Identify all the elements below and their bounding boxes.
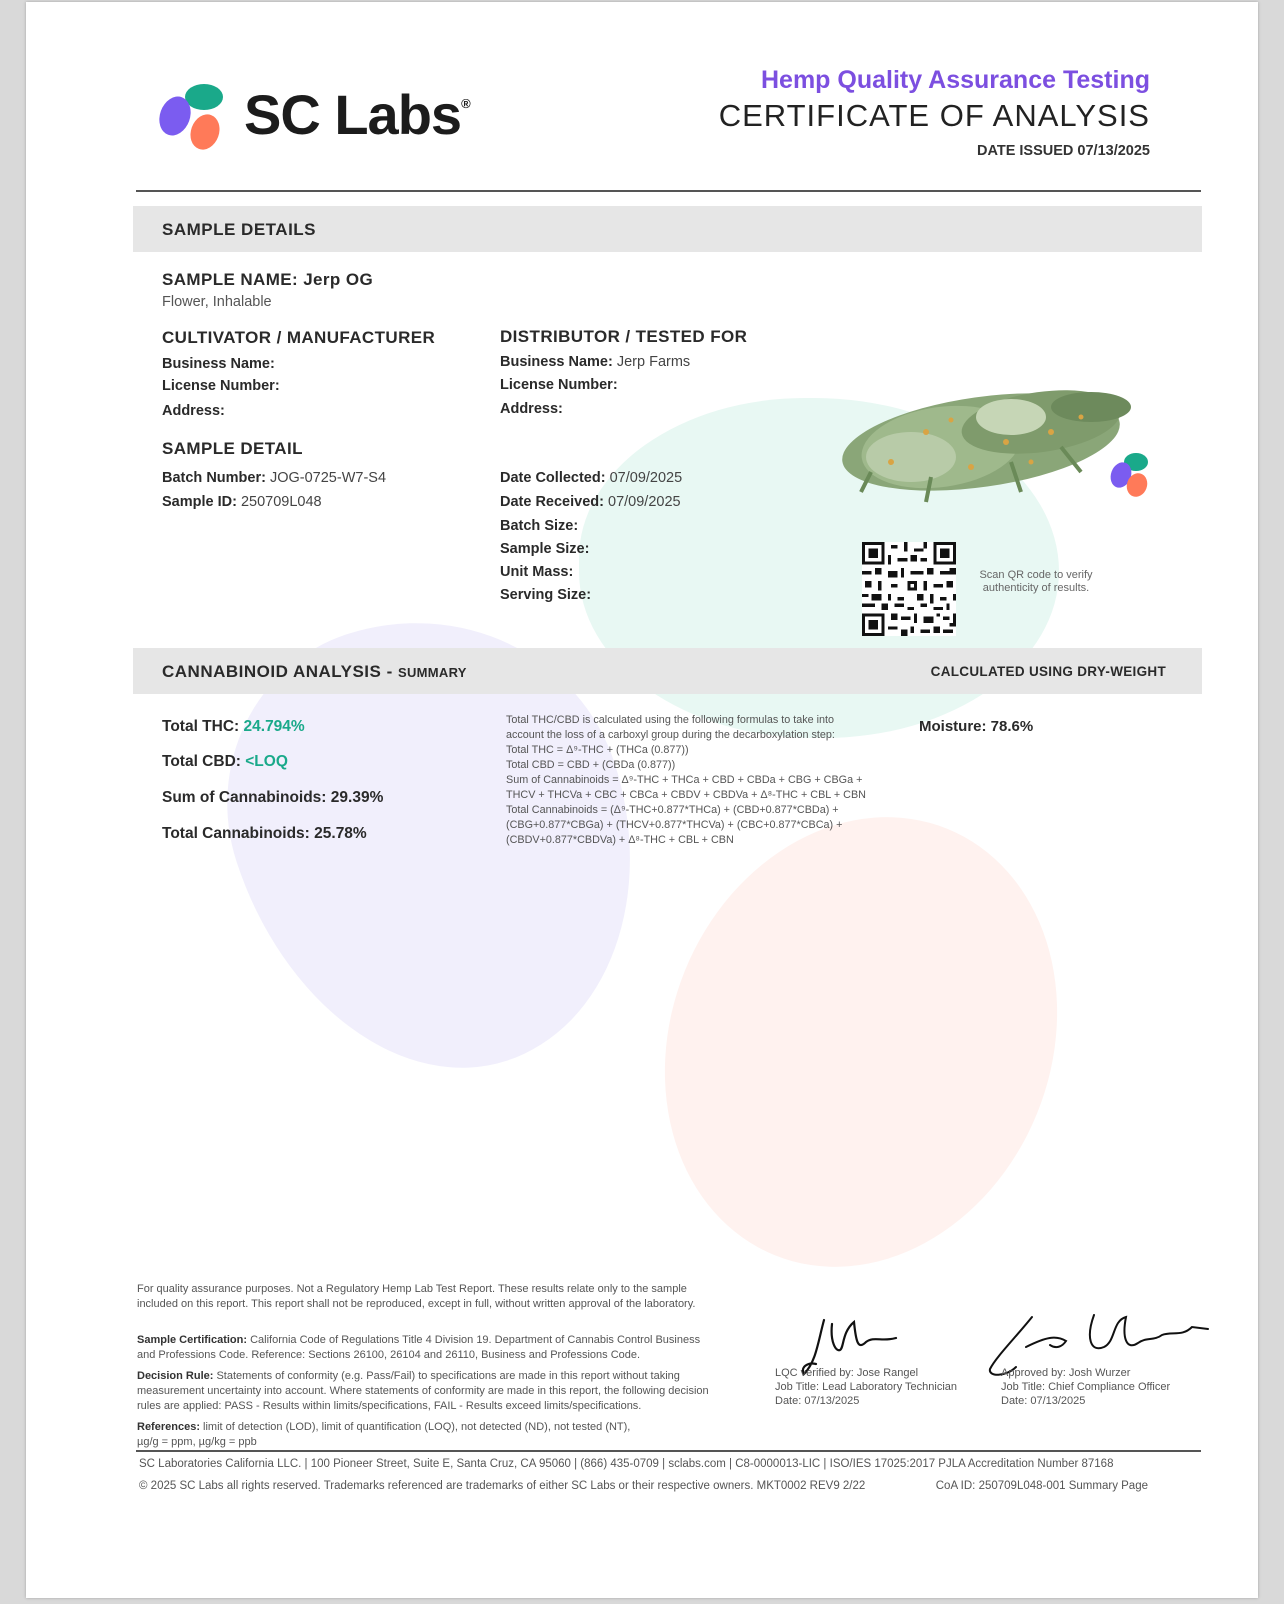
formula-line: Total CBD = CBD + (CBDa (0.877))	[506, 759, 676, 771]
sample-photo	[831, 362, 1161, 514]
footer-copyright: © 2025 SC Labs all rights reserved. Trademarks referenced are trademarks of either SC Labs or their respective owners. MKT0002 REV9 2/22	[139, 1480, 866, 1492]
date-issued: DATE ISSUED 07/13/2025	[976, 143, 1150, 159]
sum-of-cannabinoids: Sum of Cannabinoids: 29.39%	[162, 789, 384, 806]
qr-code[interactable]	[862, 542, 956, 636]
disclaimer-certification: Sample Certification: California Code of Regulations Title 4 Division 19. Department of Cannabis Control Business and Professions Code. Reference: Sections 26100, 26104 and 26110, Business and Professions Code.	[137, 1334, 701, 1361]
signer-title: Job Title: Chief Compliance Officer	[1001, 1381, 1171, 1393]
sample-name: SAMPLE NAME: Jerp OG	[162, 270, 374, 289]
total-thc: Total THC: 24.794%	[162, 718, 305, 735]
cultivator-address: Address:	[162, 403, 225, 419]
formula-line: account the loss of a carboxyl group during the decarboxylation step:	[506, 729, 835, 741]
formula-line: (CBG+0.877*CBGa) + (THCV+0.877*THCVa) + (CBC+0.877*CBCa) +	[506, 819, 843, 831]
header-divider	[136, 190, 1201, 192]
cultivator-business-name: Business Name:	[162, 356, 275, 372]
sc-labs-logo-icon	[159, 82, 229, 154]
cannabinoid-analysis-bar	[133, 648, 1202, 694]
batch-size: Batch Size:	[500, 518, 579, 534]
formula-line: Sum of Cannabinoids = Δ⁹-THC + THCa + CBD + CBDa + CBG + CBGa +	[506, 774, 863, 786]
cultivator-license-number: License Number:	[162, 378, 280, 394]
signer-title: Job Title: Lead Laboratory Technician	[775, 1381, 958, 1393]
disclaimer-quality: For quality assurance purposes. Not a Regulatory Hemp Lab Test Report. These results relate only to the sample included on this report. This report shall not be reproduced, except in full, without written approval of the laboratory.	[137, 1283, 696, 1310]
disclaimer-decision-rule: Decision Rule: Statements of conformity (e.g. Pass/Fail) to specifications are made in this report without taking measurement uncertainty into account. Where statements of conformity are made in this report, the following decision rules are applied: PASS - Results within limits/specifications, FAIL - Results exceed limits/specifications.	[137, 1370, 709, 1412]
sample-size: Sample Size:	[500, 541, 590, 557]
report-subtitle: Hemp Quality Assurance Testing	[761, 66, 1150, 94]
distributor-license-number: License Number:	[500, 377, 618, 393]
sample-details-bar	[133, 206, 1202, 252]
distributor-address: Address:	[500, 401, 563, 417]
distributor-business-name: Business Name: Jerp Farms	[500, 354, 691, 370]
formula-notes	[506, 713, 901, 848]
unit-mass: Unit Mass:	[500, 564, 574, 580]
signature-right-info	[1001, 1366, 1170, 1408]
batch-number: Batch Number: JOG-0725-W7-S4	[162, 470, 387, 486]
footer-coa-id: CoA ID: 250709L048-001 Summary Page	[935, 1480, 1148, 1492]
total-cannabinoids: Total Cannabinoids: 25.78%	[162, 825, 367, 842]
sample-id: Sample ID: 250709L048	[162, 494, 322, 510]
distributor-heading: DISTRIBUTOR / TESTED FOR	[500, 327, 748, 346]
sample-detail-heading: SAMPLE DETAIL	[162, 439, 303, 458]
signer-date: Date: 07/13/2025	[1001, 1395, 1086, 1407]
serving-size: Serving Size:	[500, 587, 592, 603]
certificate-page	[26, 2, 1258, 1598]
signer-name: LQC verified by: Jose Rangel	[775, 1367, 919, 1379]
formula-line: Total Cannabinoids = (Δ⁹-THC+0.877*THCa) + (CBD+0.877*CBDa) +	[506, 804, 839, 816]
formula-line: Total THC = Δ⁹-THC + (THCa (0.877))	[506, 744, 689, 756]
sc-labs-logo-text: SC Labs®	[244, 83, 470, 146]
signer-name: Approved by: Josh Wurzer	[1001, 1367, 1131, 1379]
qr-note: Scan QR code to verify authenticity of results.	[979, 569, 1093, 594]
footer-address: SC Laboratories California LLC. | 100 Pioneer Street, Suite E, Santa Cruz, CA 95060 | (866) 435-0709 | sclabs.com | C8-0000013-LIC | ISO/IES 17025:2017 PJLA Accreditation Number 87168	[139, 1458, 1114, 1470]
report-title: CERTIFICATE OF ANALYSIS	[718, 98, 1150, 133]
cultivator-heading: CULTIVATOR / MANUFACTURER	[162, 328, 436, 347]
sample-type: Flower, Inhalable	[162, 294, 272, 310]
footer-divider	[136, 1450, 1201, 1452]
formula-line: THCV + THCVa + CBC + CBCa + CBDV + CBDVa + Δ⁸-THC + CBL + CBN	[506, 789, 866, 801]
moisture: Moisture: 78.6%	[919, 718, 1034, 735]
signature-left-info	[775, 1366, 957, 1408]
date-collected: Date Collected: 07/09/2025	[500, 470, 683, 486]
signer-date: Date: 07/13/2025	[775, 1395, 860, 1407]
total-cbd: Total CBD: <LOQ	[162, 753, 288, 770]
disclaimer-references: References: limit of detection (LOD), limit of quantification (LOQ), not detected (ND), not tested (NT),	[137, 1421, 631, 1433]
disclaimer-units: µg/g = ppm, µg/kg = ppb	[137, 1436, 257, 1448]
formula-line: Total THC/CBD is calculated using the following formulas to take into	[506, 714, 835, 726]
formula-line: (CBDV+0.877*CBDVa) + Δ⁸-THC + CBL + CBN	[506, 834, 734, 846]
section-title: SAMPLE DETAILS	[162, 220, 317, 239]
section-title: CANNABINOID ANALYSIS - SUMMARY	[162, 662, 467, 681]
date-received: Date Received: 07/09/2025	[500, 494, 681, 510]
dry-weight-note: CALCULATED USING DRY-WEIGHT	[930, 664, 1166, 679]
